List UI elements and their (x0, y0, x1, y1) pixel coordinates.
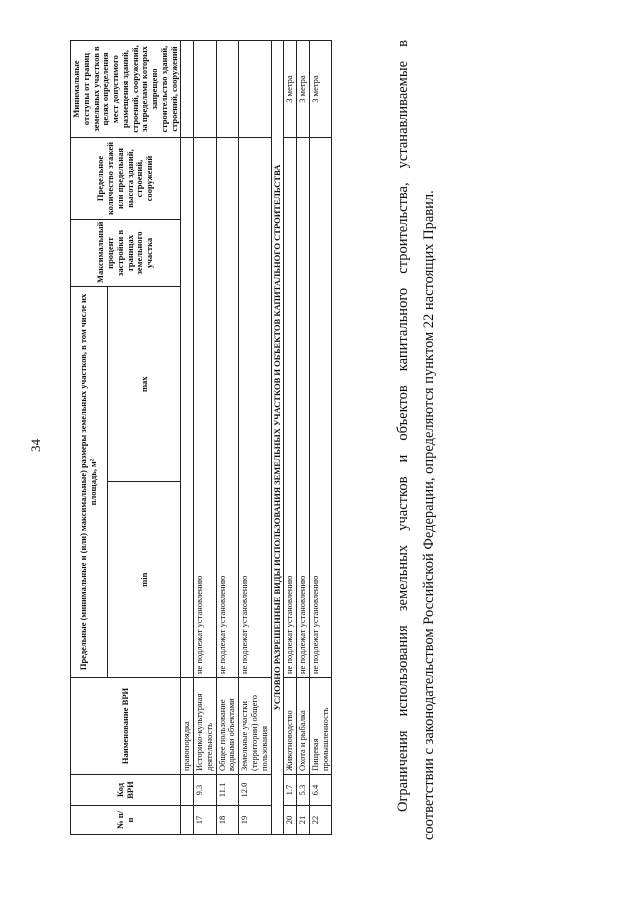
header-code: Код ВРИ (71, 775, 181, 806)
zoning-table (70, 40, 332, 835)
page-number: 34 (28, 439, 43, 452)
footnote-line-1: Ограничения использования земельных участков и объектов капитального строительства, устанавливаемые в (395, 40, 411, 812)
row-offset: 3 метра (297, 41, 310, 138)
row-name: Земельные участки (территории) общего пользования (239, 678, 271, 775)
row-name: Животноводство (284, 678, 297, 775)
footnote-line-2: соответствии с законодательством Российской Федерации, определяются пунктом 22 настоящих Правил. (421, 190, 438, 840)
row-name: Пищевая промышленность (309, 678, 332, 775)
row-name: правопорядка (181, 678, 194, 775)
header-name: Наименование ВРИ (71, 678, 181, 775)
header-num: № п/п (71, 806, 181, 835)
row-size: не подлежат установлению (284, 138, 297, 678)
row-code: 11.1 (216, 775, 239, 806)
row-size: не подлежат установлению (216, 138, 239, 678)
row-offset (239, 41, 271, 138)
row-num (181, 806, 194, 835)
row-code: 9.3 (194, 775, 217, 806)
row-num: 22 (309, 806, 332, 835)
table-row (194, 41, 217, 835)
header-floors: Предельное количество этажей или предельная высота зданий, строений, сооружений (71, 138, 181, 220)
row-size: не подлежат установлению (194, 138, 217, 678)
header-min: min (108, 482, 181, 678)
header-max: max (108, 287, 181, 483)
table-row (284, 41, 297, 835)
section-title: УСЛОВНО РАЗРЕШЕННЫЕ ВИДЫ ИСПОЛЬЗОВАНИЯ ЗЕМЕЛЬНЫХ УЧАСТКОВ И ОБЪЕКТОВ КАПИТАЛЬНОГО СТРОИТЕЛЬСТВА (271, 41, 284, 835)
row-offset (181, 41, 194, 138)
row-code: 12.0 (239, 775, 271, 806)
row-offset: 3 метра (284, 41, 297, 138)
row-code: 5.3 (297, 775, 310, 806)
table-row (297, 41, 310, 835)
row-num: 19 (239, 806, 271, 835)
row-name: Историко-культурная деятельность (194, 678, 217, 775)
row-size: не подлежат установлению (297, 138, 310, 678)
footnote (390, 40, 442, 840)
table-row (181, 41, 194, 835)
row-size: не подлежат установлению (309, 138, 332, 678)
row-code: 6.4 (309, 775, 332, 806)
header-offsets: Минимальные отступы от границ земельных участков в целях определения мест допустимого размещения зданий, строений, сооружений, за пределами которых запрещено строительство зданий, строений, сооружений (71, 41, 181, 138)
header-size-group: Предельные (минимальные и (или) максимальные) размеры земельных участков, в том числе их площадь, м² (71, 287, 108, 678)
row-code: 1.7 (284, 775, 297, 806)
row-offset (216, 41, 239, 138)
header-percent: Максимальный процент застройки в границах земельного участка (71, 220, 181, 287)
row-name: Охота и рыбалка (297, 678, 310, 775)
row-num: 21 (297, 806, 310, 835)
row-num: 20 (284, 806, 297, 835)
row-size (181, 138, 194, 678)
table-row (239, 41, 271, 835)
header-row (71, 41, 108, 835)
row-num: 17 (194, 806, 217, 835)
row-offset: 3 метра (309, 41, 332, 138)
row-size: не подлежат установлению (239, 138, 271, 678)
table-row (216, 41, 239, 835)
row-name: Общее пользование водными объектами (216, 678, 239, 775)
zoning-table-rotated (70, 40, 405, 835)
table-row (309, 41, 332, 835)
row-offset (194, 41, 217, 138)
row-num: 18 (216, 806, 239, 835)
row-code (181, 775, 194, 806)
section-row (271, 41, 284, 835)
